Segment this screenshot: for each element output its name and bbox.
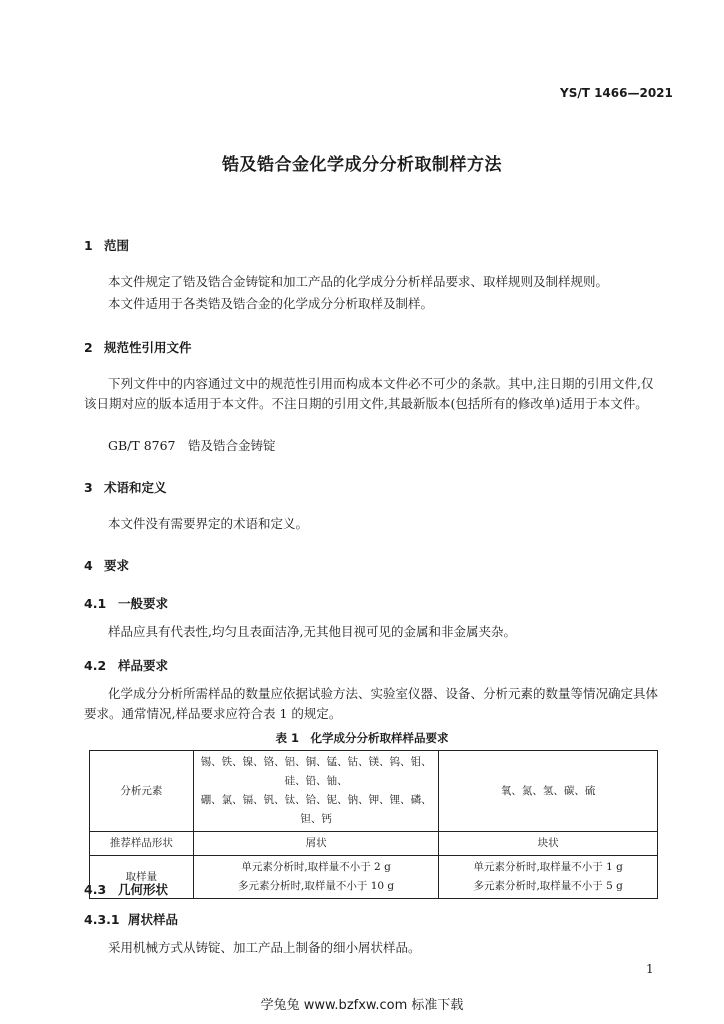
- section-4-3-heading: [84, 880, 168, 898]
- row-label-shape: 推荐样品形状: [90, 832, 194, 856]
- section-title: 几何形状: [118, 882, 169, 897]
- page-number: 1: [646, 962, 654, 976]
- section-number: 2: [84, 340, 93, 355]
- section-2-heading: [84, 338, 192, 356]
- section-4-3-1-heading: [84, 910, 178, 928]
- amount-cell-b: [439, 856, 658, 899]
- section-number: 4.1: [84, 596, 107, 611]
- section-1-paragraph-1: 本文件规定了锆及锆合金铸锭和加工产品的化学成分分析样品要求、取样规则及制样规则。: [108, 274, 609, 289]
- section-number: 4.3: [84, 882, 107, 897]
- elements-a-line-2: 硼、氯、镉、钒、钛、铪、铌、钠、钾、锂、磷、钽、钙: [200, 794, 432, 825]
- amount-a-line-1: 单元素分析时,取样量不小于 2 g: [241, 861, 391, 873]
- amount-b-line-1: 单元素分析时,取样量不小于 1 g: [473, 861, 623, 873]
- section-3-heading: [84, 478, 167, 496]
- row-label-elements: 分析元素: [90, 751, 194, 832]
- standard-code: YS/T 1466—2021: [560, 86, 673, 100]
- row-label-amount: 取样量: [90, 856, 194, 899]
- section-4-heading: [84, 556, 129, 574]
- section-4-1-heading: [84, 594, 168, 612]
- elements-a-line-1: 锡、铁、镍、铬、铝、铜、锰、钴、镁、钨、钼、硅、铅、铀、: [200, 756, 432, 787]
- section-4-1-paragraph: 样品应具有代表性,均匀且表面洁净,无其他目视可见的金属和非金属夹杂。: [108, 624, 516, 639]
- table-1: [89, 750, 658, 899]
- section-title: 屑状样品: [128, 912, 179, 927]
- section-4-2-heading: [84, 656, 168, 674]
- table-row: [90, 751, 658, 832]
- amount-b-line-2: 多元素分析时,取样量不小于 5 g: [473, 880, 623, 892]
- section-4-3-1-paragraph: 采用机械方式从铸锭、加工产品上制备的细小屑状样品。: [108, 940, 421, 955]
- footer-watermark[interactable]: 学兔兔 www.bzfxw.com 标准下载: [260, 998, 464, 1013]
- section-number: 1: [84, 238, 93, 253]
- section-title: 范围: [104, 238, 130, 253]
- section-title: 样品要求: [118, 658, 169, 673]
- table-row: [90, 856, 658, 899]
- section-title: 规范性引用文件: [104, 340, 192, 355]
- section-1-heading: [84, 236, 129, 254]
- section-title: 要求: [104, 558, 130, 573]
- normative-reference: GB/T 8767 锆及锆合金铸锭: [108, 438, 276, 453]
- elements-cell-a: [193, 751, 439, 832]
- amount-a-line-2: 多元素分析时,取样量不小于 10 g: [238, 880, 395, 892]
- section-title: 一般要求: [118, 596, 169, 611]
- section-number: 4: [84, 558, 93, 573]
- shape-cell-b: 块状: [439, 832, 658, 856]
- section-3-paragraph-1: 本文件没有需要界定的术语和定义。: [108, 516, 309, 531]
- section-1-paragraph-2: 本文件适用于各类锆及锆合金的化学成分分析取样及制样。: [108, 296, 434, 311]
- section-2-paragraph-1: 下列文件中的内容通过文中的规范性引用而构成本文件必不可少的条款。其中,注日期的引用文件,仅该日期对应的版本适用于本文件。不注日期的引用文件,其最新版本(包括所有的修改单)适用于本文件。: [84, 376, 654, 411]
- elements-cell-b: 氧、氮、氢、碳、硫: [439, 751, 658, 832]
- section-4-2-paragraph: 化学成分分析所需样品的数量应依据试验方法、实验室仪器、设备、分析元素的数量等情况确定具体要求。通常情况,样品要求应符合表 1 的规定。: [84, 686, 659, 721]
- section-title: 术语和定义: [104, 480, 167, 495]
- section-number: 3: [84, 480, 93, 495]
- amount-cell-a: [193, 856, 439, 899]
- table-1-caption: 表 1 化学成分分析取样样品要求: [275, 731, 449, 745]
- table-row: [90, 832, 658, 856]
- document-title: 锆及锆合金化学成分分析取制样方法: [222, 155, 502, 175]
- shape-cell-a: 屑状: [193, 832, 439, 856]
- section-number: 4.2: [84, 658, 107, 673]
- section-number: 4.3.1: [84, 912, 120, 927]
